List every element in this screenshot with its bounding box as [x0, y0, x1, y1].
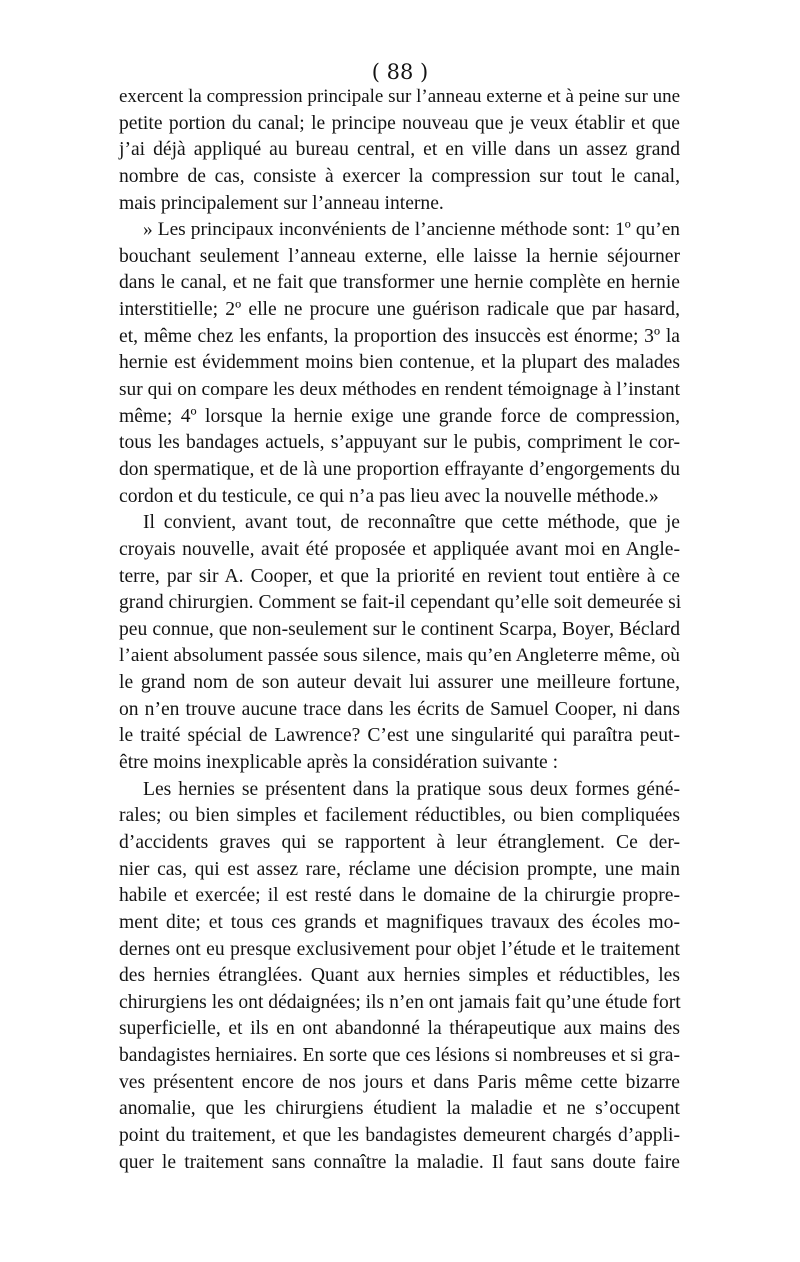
text-line: même; 4º lorsque la hernie exige une grande force de compression,	[119, 405, 680, 427]
text-line: bandagistes herniaires. En sorte que ces lésions si nombreuses et si gra-	[119, 1045, 680, 1067]
body-text	[119, 84, 680, 1176]
text-line: hernie est évidemment moins bien contenue, et la plupart des malades	[119, 352, 680, 374]
text-line: mais principalement sur l’anneau interne.	[119, 192, 444, 214]
text-line: don spermatique, et de là une proportion effrayante d’engorgements du	[119, 458, 680, 480]
text-line: grand chirurgien. Comment se fait-il cependant qu’elle soit demeurée si	[119, 592, 682, 614]
text-line: point du traitement, et que les bandagistes demeurent chargés d’appli-	[119, 1124, 680, 1146]
text-line: dans le canal, et ne fait que transformer une hernie complète en hernie	[119, 272, 680, 294]
text-line: rales; ou bien simples et facilement réductibles, ou bien compliquées	[119, 805, 680, 827]
text-line: petite portion du canal; le principe nouveau que je veux établir et que	[119, 112, 680, 134]
text-line: » Les principaux inconvénients de l’ancienne méthode sont: 1º qu’en	[143, 219, 680, 241]
page-number: ( 88 )	[371, 60, 429, 84]
text-line: des hernies étranglées. Quant aux hernies simples et réductibles, les	[119, 965, 680, 987]
text-line: nier cas, qui est assez rare, réclame une décision prompte, une main	[119, 858, 680, 880]
text-line: habile et exercée; il est resté dans le domaine de la chirurgie propre-	[119, 885, 680, 907]
text-line: le grand nom de son auteur devait lui assurer une meilleure fortune,	[119, 672, 680, 694]
text-line: Il convient, avant tout, de reconnaître que cette méthode, que je	[143, 512, 680, 534]
text-line: sur qui on compare les deux méthodes en rendent témoignage à l’instant	[119, 379, 680, 401]
text-line: cordon et du testicule, ce qui n’a pas lieu avec la nouvelle méthode.»	[119, 485, 659, 507]
text-line: le traité spécial de Lawrence? C’est une singularité qui paraîtra peut-	[119, 725, 680, 747]
text-line: tous les bandages actuels, s’appuyant sur le pubis, compriment le cor-	[119, 432, 680, 454]
text-line: être moins inexplicable après la considération suivante :	[119, 752, 559, 774]
text-line: chirurgiens les ont dédaignées; ils n’en ont jamais fait qu’une étude fort	[119, 991, 681, 1013]
text-line: nombre de cas, consiste à exercer la compression sur tout le canal,	[119, 165, 680, 187]
text-line: dernes ont eu presque exclusivement pour objet l’étude et le traitement	[119, 938, 680, 960]
text-line: quer le traitement sans connaître la maladie. Il faut sans doute faire	[119, 1151, 680, 1173]
text-line: croyais nouvelle, avait été proposée et appliquée avant moi en Angle-	[119, 538, 680, 560]
text-line: l’aient absolument passée sous silence, mais qu’en Angleterre même, où	[119, 645, 680, 667]
text-line: peu connue, que non-seulement sur le continent Scarpa, Boyer, Béclard	[119, 618, 680, 640]
text-line: ment dite; et tous ces grands et magnifiques travaux des écoles mo-	[119, 911, 680, 933]
text-line: exercent la compression principale sur l’anneau externe et à peine sur une	[119, 86, 680, 107]
text-line: Les hernies se présentent dans la pratique sous deux formes géné-	[143, 778, 680, 800]
text-line: on n’en trouve aucune trace dans les écrits de Samuel Cooper, ni dans	[119, 698, 680, 720]
text-line: et, même chez les enfants, la proportion des insuccès est énorme; 3º la	[119, 325, 680, 347]
text-line: terre, par sir A. Cooper, et que la priorité en revient tout entière à ce	[119, 565, 680, 587]
text-line: j’ai déjà appliqué au bureau central, et en ville dans un assez grand	[119, 139, 680, 161]
text-line: ves présentent encore de nos jours et dans Paris même cette bizarre	[119, 1071, 680, 1093]
text-line: bouchant seulement l’anneau externe, elle laisse la hernie séjourner	[119, 245, 680, 267]
text-line: interstitielle; 2º elle ne procure une guérison radicale que par hasard,	[119, 299, 680, 321]
text-line: superficielle, et ils en ont abandonné la thérapeutique aux mains des	[119, 1018, 680, 1040]
text-line: d’accidents graves qui se rapportent à leur étranglement. Ce der-	[119, 831, 680, 853]
text-line: anomalie, que les chirurgiens étudient la maladie et ne s’occupent	[119, 1098, 680, 1120]
